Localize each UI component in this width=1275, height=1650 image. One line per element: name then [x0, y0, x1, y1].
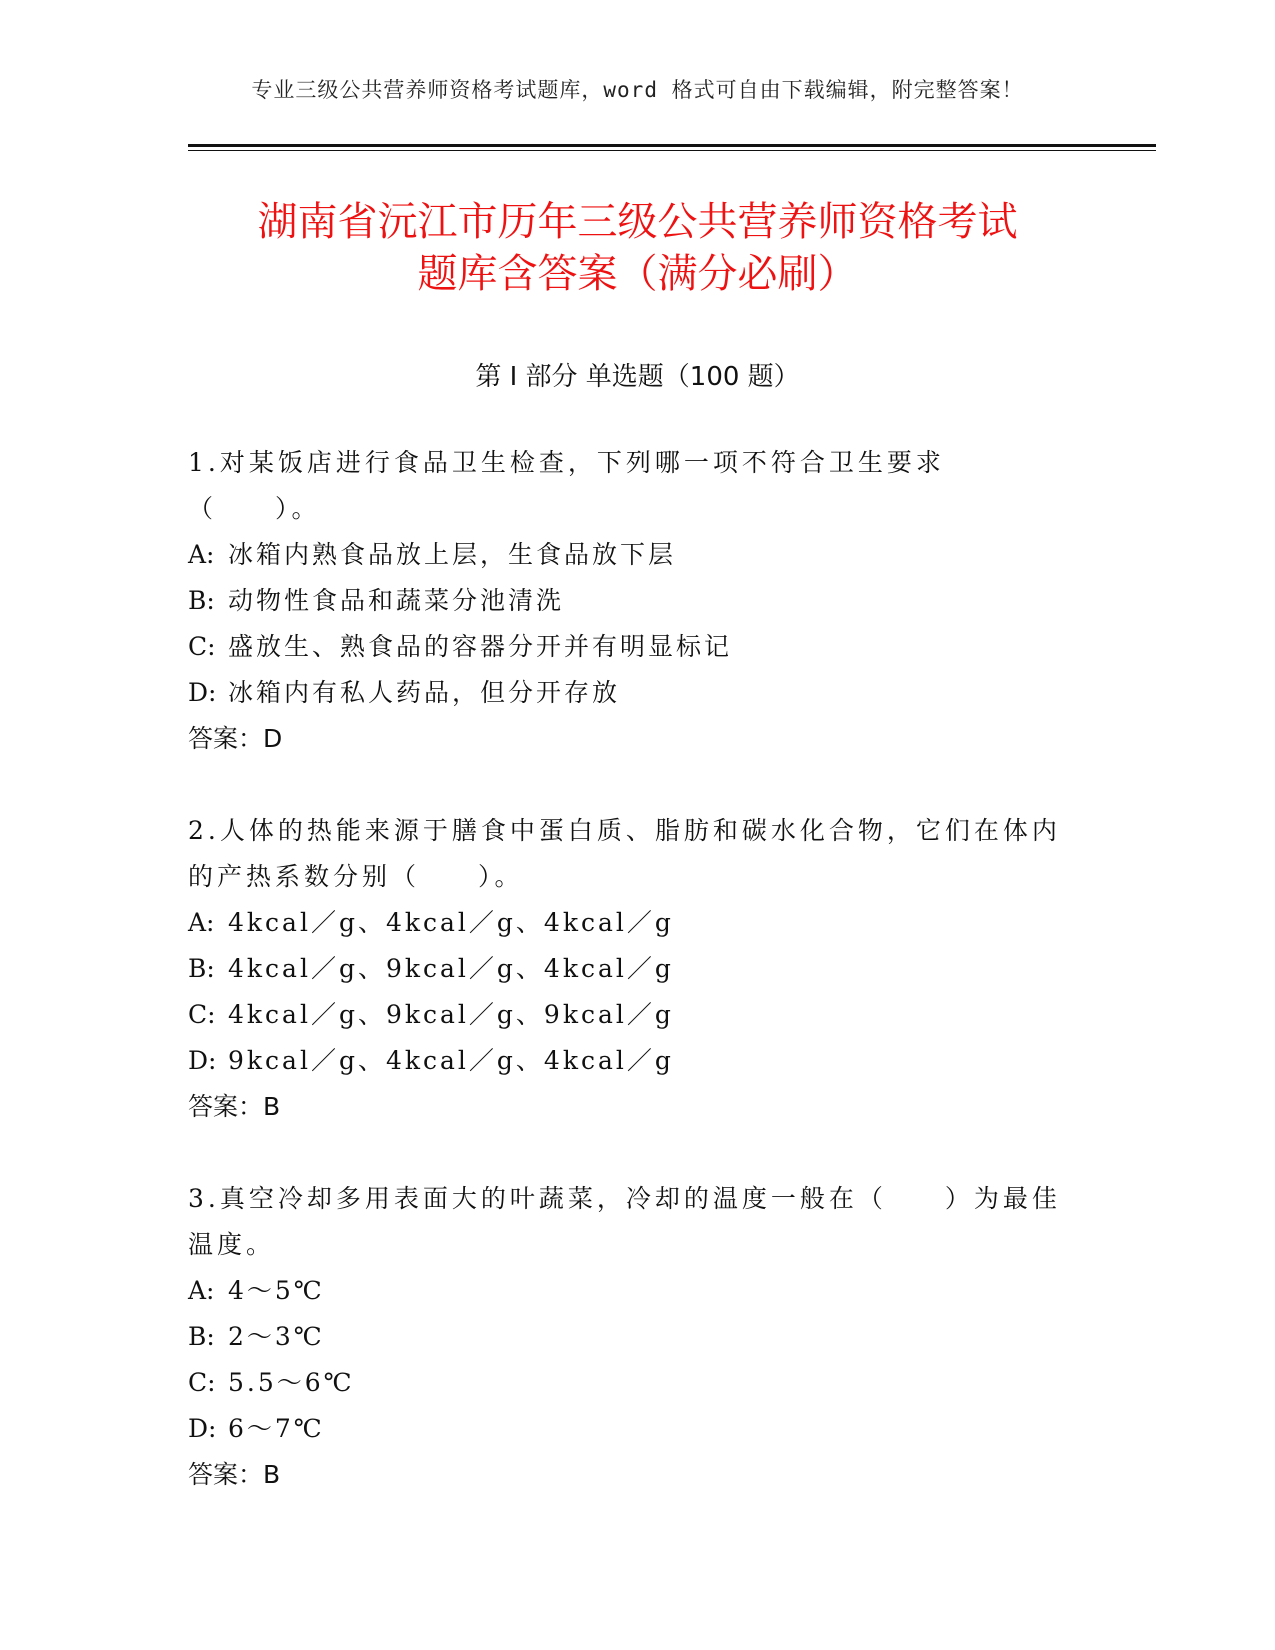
option-c — [188, 624, 1068, 670]
question-1 — [188, 440, 1068, 762]
document-title — [150, 196, 1125, 300]
answer-line: 答案：B — [188, 1092, 281, 1121]
option-d — [188, 670, 1068, 716]
option-a — [188, 532, 1068, 578]
option-text: 2～3℃ — [228, 1322, 325, 1351]
option-a — [188, 1268, 1068, 1314]
option-letter: A: — [188, 540, 215, 569]
option-letter: C: — [188, 632, 216, 661]
option-letter: C: — [188, 1000, 216, 1029]
option-c — [188, 992, 1068, 1038]
option-letter: D: — [188, 1046, 217, 1075]
option-d — [188, 1406, 1068, 1452]
option-a — [188, 900, 1068, 946]
option-d — [188, 1038, 1068, 1084]
header-divider-thick — [188, 144, 1156, 147]
question-stem: 2.人体的热能来源于膳食中蛋白质、脂肪和碳水化合物，它们在体内的产热系数分别（ ）。 — [188, 816, 1061, 891]
option-text: 6～7℃ — [228, 1414, 325, 1443]
header-divider-thin — [188, 150, 1156, 151]
question-list — [188, 440, 1068, 1544]
option-letter: B: — [188, 1322, 215, 1351]
document-title-line-2: 题库含答案（满分必刷） — [417, 251, 858, 297]
option-letter: B: — [188, 586, 215, 615]
option-letter: B: — [188, 954, 215, 983]
answer-line: 答案：B — [188, 1460, 281, 1489]
option-text: 4kcal／g、9kcal／g、4kcal／g — [228, 954, 674, 983]
option-text: 5.5～6℃ — [228, 1368, 355, 1397]
option-letter: A: — [188, 1276, 215, 1305]
option-text: 冰箱内有私人药品，但分开存放 — [228, 678, 621, 707]
option-letter: C: — [188, 1368, 216, 1397]
option-text: 4～5℃ — [228, 1276, 325, 1305]
question-3 — [188, 1176, 1068, 1498]
option-c — [188, 1360, 1068, 1406]
option-letter: D: — [188, 678, 217, 707]
question-stem: 3.真空冷却多用表面大的叶蔬菜，冷却的温度一般在（ ）为最佳温度。 — [188, 1184, 1061, 1259]
option-text: 4kcal／g、9kcal／g、9kcal／g — [228, 1000, 674, 1029]
option-letter: D: — [188, 1414, 217, 1443]
option-b — [188, 578, 1068, 624]
option-text: 9kcal／g、4kcal／g、4kcal／g — [228, 1046, 674, 1075]
option-b — [188, 946, 1068, 992]
question-stem: 1.对某饭店进行食品卫生检查，下列哪一项不符合卫生要求（ ）。 — [188, 448, 945, 523]
option-text: 4kcal／g、4kcal／g、4kcal／g — [228, 908, 674, 937]
document-title-line-1: 湖南省沅江市历年三级公共营养师资格考试 — [257, 199, 1018, 245]
option-text: 冰箱内熟食品放上层，生食品放下层 — [228, 540, 677, 569]
section-heading: 第 I 部分 单选题（100 题） — [475, 362, 800, 392]
option-text: 动物性食品和蔬菜分池清洗 — [228, 586, 565, 615]
option-b — [188, 1314, 1068, 1360]
option-text: 盛放生、熟食品的容器分开并有明显标记 — [228, 632, 733, 661]
option-letter: A: — [188, 908, 215, 937]
page-header-note: 专业三级公共营养师资格考试题库，word 格式可自由下载编辑，附完整答案！ — [251, 78, 1024, 102]
question-2 — [188, 808, 1068, 1130]
answer-line: 答案：D — [188, 724, 283, 753]
